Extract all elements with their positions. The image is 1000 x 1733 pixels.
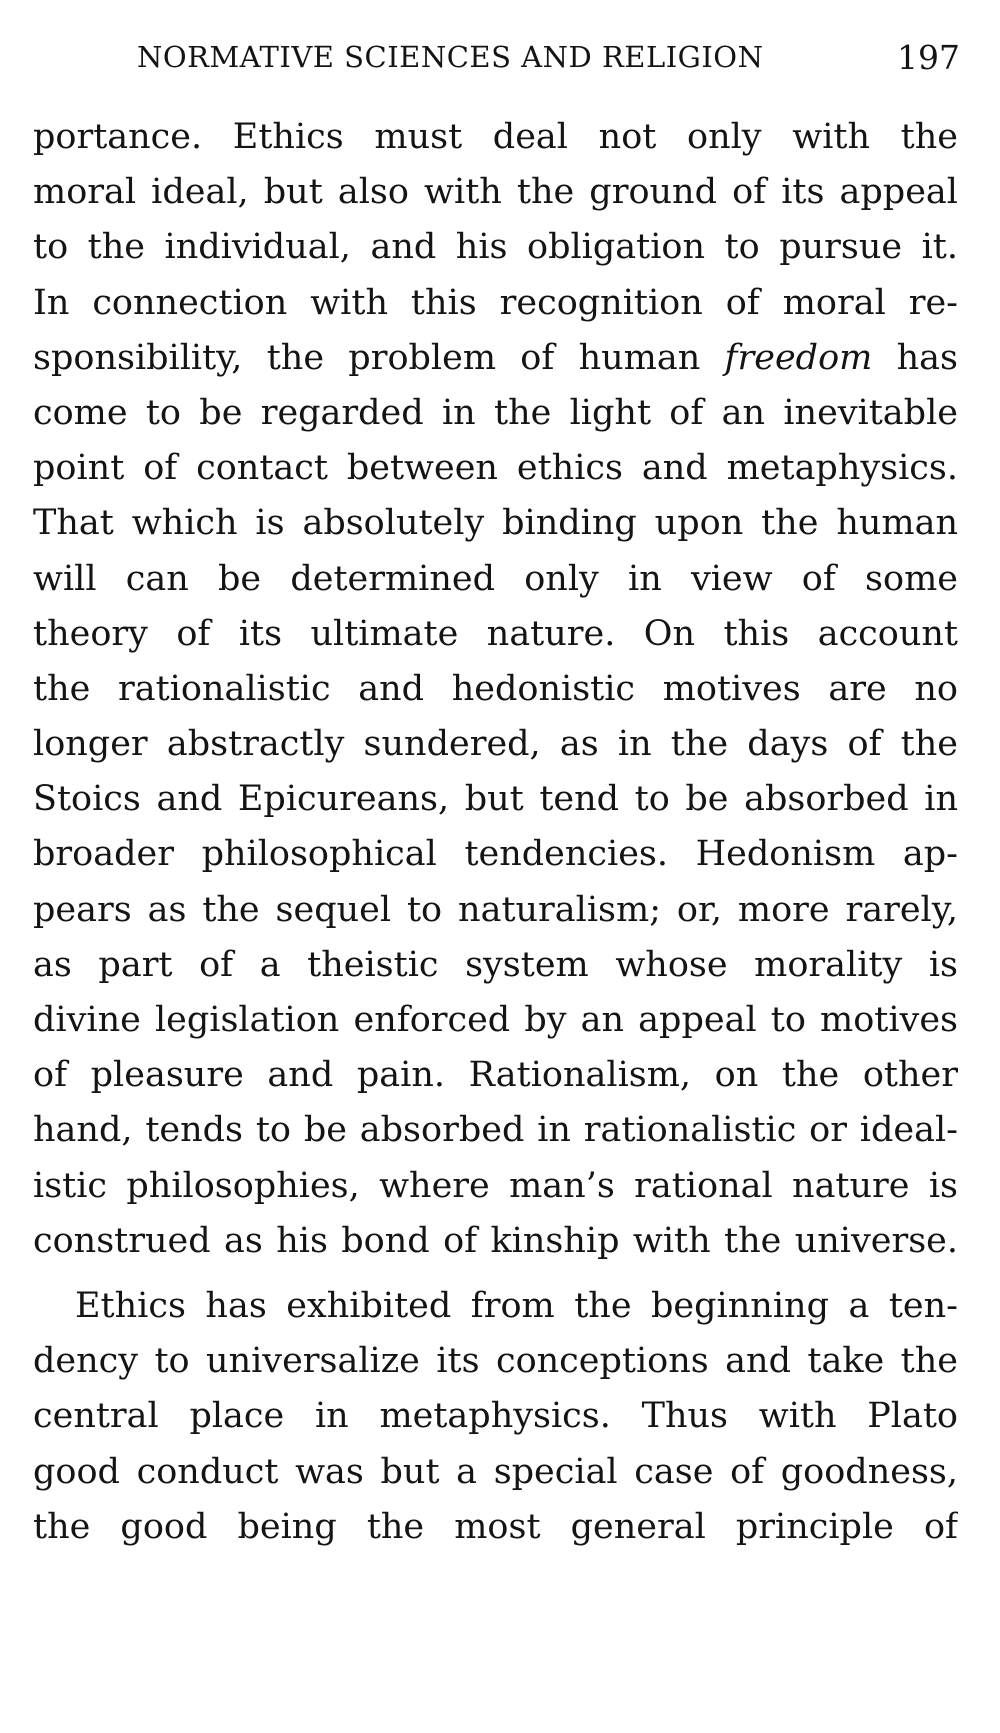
text-line: point of contact between ethics and metaphysics. (33, 448, 958, 489)
text-line: come to be regarded in the light of an inevitable (33, 392, 958, 433)
paragraph-2 (33, 1279, 958, 1555)
text-line-with-italic (33, 331, 958, 386)
text-line: as part of a theistic system whose morality is (33, 944, 958, 985)
running-head (33, 30, 960, 80)
text-line: good conduct was but a special case of goodness, (33, 1451, 958, 1492)
text-line: central place in metaphysics. Thus with Plato (33, 1396, 958, 1437)
text-line: dency to universalize its conceptions and take the (33, 1341, 958, 1382)
text-line: portance. Ethics must deal not only with the (33, 117, 958, 157)
text-line: pears as the sequel to naturalism; or, more rarely, (33, 889, 958, 930)
text-line: the good being the most general principle of (33, 1506, 958, 1547)
text-line: the rationalistic and hedonistic motives are no (33, 668, 958, 709)
text-segment: has (896, 337, 958, 378)
body-text (33, 110, 958, 1555)
text-line: hand, tends to be absorbed in rationalistic or ideal- (33, 1110, 958, 1151)
text-line: That which is absolutely binding upon the human (33, 503, 958, 544)
text-line: istic philosophies, where man’s rational nature is (33, 1165, 958, 1206)
text-segment: sponsibility, (33, 337, 243, 378)
text-line: Ethics has exhibited from the beginning a ten- (75, 1285, 958, 1326)
text-line: broader philosophical tendencies. Hedonism ap- (33, 834, 958, 875)
text-line: Stoics and Epicureans, but tend to be absorbed in (33, 779, 958, 820)
text-line: will can be determined only in view of some (33, 558, 958, 599)
text-line: divine legislation enforced by an appeal to motives (33, 1000, 958, 1040)
text-segment: the problem of human (266, 337, 701, 378)
text-line: construed as his bond of kinship with the universe. (33, 1220, 958, 1261)
running-title: NORMATIVE SCIENCES AND RELIGION (137, 40, 764, 74)
italic-word: freedom (724, 337, 873, 378)
text-line: to the individual, and his obligation to pursue it. (33, 227, 958, 268)
page-number: 197 (897, 38, 960, 77)
text-line: In connection with this recognition of moral re- (33, 282, 958, 323)
paragraph-1 (33, 110, 958, 1269)
text-line: of pleasure and pain. Rationalism, on the other (33, 1055, 958, 1096)
text-line: theory of its ultimate nature. On this account (33, 613, 958, 654)
text-line: moral ideal, but also with the ground of its appeal (33, 172, 958, 213)
text-line: longer abstractly sundered, as in the days of the (33, 724, 958, 765)
